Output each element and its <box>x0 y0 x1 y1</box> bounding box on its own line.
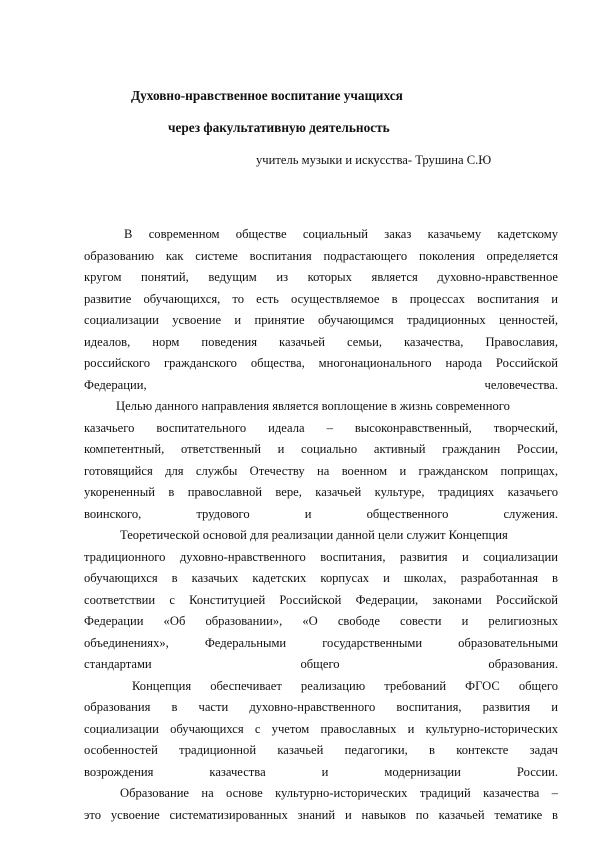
body-line: идеалов, норм поведения казачьей семьи, казачества, Православия, <box>84 334 558 349</box>
body-line: развитие обучающихся, то есть осуществляемое в процессах воспитания и <box>84 291 558 306</box>
body-line: казачьего воспитательного идеала – высоконравственный, творческий, <box>84 420 558 435</box>
body-line: соответствии с Конституцией Российской Федерации, законами Российской <box>84 592 558 607</box>
body-line: особенностей традиционной казачьей педагогики, в контексте задач <box>84 743 558 757</box>
body-line: социализации обучающихся с учетом православных и культурно-исторических <box>84 721 558 736</box>
body-line: это усвоение систематизированных знаний и навыков по казачьей тематике в <box>84 807 558 822</box>
body-line: Федерации, человечества. <box>84 377 558 392</box>
body-line: обучающихся в казачьих кадетских корпусах и школах, разработанная в <box>84 571 558 585</box>
body-line: объединениях», Федеральными государственными образовательными <box>84 635 558 650</box>
body-line: возрождения казачества и модернизации России. <box>84 764 558 779</box>
body-line: традиционного духовно-нравственного воспитания, развития и социализации <box>84 549 558 564</box>
body-line: социализации усвоение и принятие обучающимся традиционных ценностей, <box>84 313 558 327</box>
body-line: укорененный в православной вере, казачьей культуре, традициях казачьего <box>84 485 558 499</box>
body-line: В современном обществе социальный заказ казачьему кадетскому <box>124 227 558 241</box>
body-line: кругом понятий, ведущим из которых является духовно-нравственное <box>84 270 558 284</box>
author-line: учитель музыки и искусства- Трушина С.Ю <box>256 153 492 167</box>
body-line: образованию как системе воспитания подрастающего поколения определяется <box>84 248 558 263</box>
body-line: образования в части духовно-нравственного воспитания, развития и <box>84 700 558 714</box>
body-line: российского гражданского общества, многонационального народа Российской <box>84 356 558 370</box>
body-text <box>84 224 558 826</box>
body-line: стандартами общего образования. <box>84 657 558 671</box>
body-line: Концепция обеспечивает реализацию требований ФГОС общего <box>132 678 558 693</box>
body-line: компетентный, ответственный и социально активный гражданин России, <box>84 442 558 456</box>
body-line: Федерации «Об образовании», «О свободе совести и религиозных <box>84 614 558 628</box>
body-line: Целью данного направления является воплощение в жизнь современного <box>116 399 510 413</box>
body-line: Образование на основе культурно-исторических традиций казачества – <box>120 786 558 800</box>
title-line-2: через факультативную деятельность <box>168 120 390 135</box>
body-line: Теоретической основой для реализации данной цели служит Концепция <box>120 528 508 542</box>
body-line: воинского, трудового и общественного служения. <box>84 506 558 521</box>
body-line: готовящийся для службы Отечеству на военном и гражданском поприщах, <box>84 463 558 478</box>
title-line-1: Духовно-нравственное воспитание учащихся <box>131 88 403 103</box>
